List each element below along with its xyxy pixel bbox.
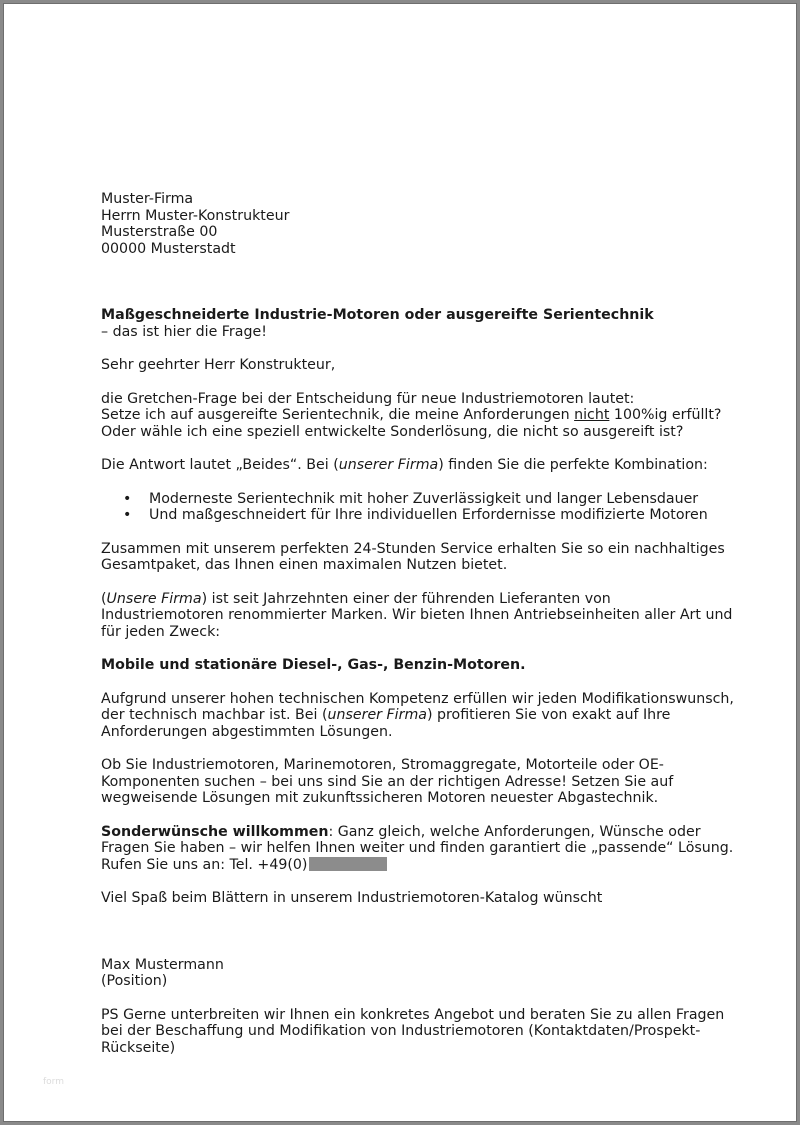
intro-paragraph — [101, 391, 741, 441]
ps-line-3: Rückseite) — [101, 1039, 176, 1056]
competence-firm: unserer Firma — [327, 707, 427, 723]
phone-label: Rufen Sie uns an: Tel. +49(0) — [101, 856, 308, 873]
intro-line-2 — [101, 407, 741, 424]
competence-line-3: Anforderungen abgestimmten Lösungen. — [101, 723, 393, 740]
address-recipient: Herrn Muster-Konstrukteur — [101, 207, 290, 224]
signature-name: Max Mustermann — [101, 956, 224, 973]
about-line-2: Industriemotoren renommierter Marken. Wir bieten Ihnen Antriebseinheiten aller Art und — [101, 607, 733, 623]
letter-page — [3, 3, 797, 1122]
subject-subtitle: – das ist hier die Frage! — [101, 323, 267, 340]
list-item — [101, 491, 741, 508]
competence-line-2 — [101, 707, 741, 724]
about-firm: Unsere Firma — [106, 590, 202, 607]
address-company: Muster-Firma — [101, 191, 194, 207]
signature-block — [101, 957, 741, 990]
special-line-1-end: : Ganz gleich, welche Anforderungen, Wünsche oder — [328, 823, 701, 840]
ps-line-1: PS Gerne unterbreiten wir Ihnen ein konkretes Angebot und beraten Sie zu allen Fragen — [101, 1006, 725, 1023]
special-line-3 — [101, 857, 741, 874]
competence-paragraph — [101, 691, 741, 741]
competence-line-2-start: der technisch machbar ist. Bei ( — [101, 707, 328, 723]
answer-firm: unserer Firma — [338, 457, 439, 473]
subject-block — [101, 307, 741, 340]
about-line-1 — [101, 591, 741, 608]
redacted-phone-number — [309, 857, 387, 871]
salutation: Sehr geehrter Herr Konstrukteur, — [101, 357, 336, 373]
motors-heading: Mobile und stationäre Diesel-, Gas-, Benzin-Motoren. — [101, 657, 526, 673]
components-line-2: Komponenten suchen – bei uns sind Sie an der richtigen Adresse! Setzen Sie auf — [101, 773, 674, 790]
service-paragraph — [101, 541, 741, 574]
answer-end: ) finden Sie die perfekte Kombination: — [438, 457, 708, 473]
subject-title: Maßgeschneiderte Industrie-Motoren oder ausgereifte Serientechnik — [101, 307, 654, 323]
special-line-2: Fragen Sie haben – wir helfen Ihnen weiter und finden garantiert die „passende“ Lösung. — [101, 840, 734, 856]
bullet-icon: • — [123, 507, 132, 523]
letter-body — [101, 191, 741, 1056]
about-line-3: für jeden Zweck: — [101, 623, 221, 640]
components-line-3: wegweisende Lösungen mit zukunftssicheren Motoren neuester Abgastechnik. — [101, 790, 659, 806]
answer-paragraph — [101, 457, 741, 474]
bullet-icon: • — [123, 490, 132, 507]
address-street: Musterstraße 00 — [101, 224, 218, 240]
components-line-1: Ob Sie Industriemotoren, Marinemotoren, Stromaggregate, Motorteile oder OE- — [101, 757, 664, 773]
closing-line: Viel Spaß beim Blättern in unserem Industriemotoren-Katalog wünscht — [101, 890, 603, 906]
watermark: form — [43, 1077, 64, 1087]
answer-start: Die Antwort lautet „Beides“. Bei ( — [101, 457, 339, 473]
competence-line-2-end: ) profitieren Sie von exakt auf Ihre — [426, 707, 671, 723]
benefit-list — [101, 491, 741, 524]
intro-line-2-start: Setze ich auf ausgereifte Serientechnik, die meine Anforderungen — [101, 407, 575, 423]
service-line-1: Zusammen mit unserem perfekten 24-Stunden Service erhalten Sie so ein nachhaltiges — [101, 540, 725, 557]
address-city: 00000 Musterstadt — [101, 240, 236, 257]
intro-underlined-word: nicht — [574, 407, 610, 423]
intro-line-2-end: 100%ig erfüllt? — [609, 407, 722, 423]
list-item-text: Moderneste Serientechnik mit hoher Zuverlässigkeit und langer Lebensdauer — [149, 490, 699, 507]
special-requests-paragraph — [101, 824, 741, 874]
intro-line-3: Oder wähle ich eine speziell entwickelte Sonderlösung, die nicht so ausgereift ist? — [101, 423, 684, 440]
postscript-paragraph — [101, 1007, 741, 1057]
about-open-paren: ( — [101, 590, 107, 607]
components-paragraph — [101, 757, 741, 807]
special-heading: Sonderwünsche willkommen — [101, 823, 329, 840]
about-line-1-end: ) ist seit Jahrzehnten einer der führenden Lieferanten von — [201, 590, 611, 607]
intro-line-1: die Gretchen-Frage bei der Entscheidung für neue Industriemotoren lautet: — [101, 390, 635, 407]
ps-line-2: bei der Beschaffung und Modifikation von Industriemotoren (Kontaktdaten/Prospekt- — [101, 1023, 701, 1039]
competence-line-1: Aufgrund unserer hohen technischen Kompetenz erfüllen wir jeden Modifikationswunsch, — [101, 690, 734, 707]
signature-position: (Position) — [101, 973, 168, 989]
about-paragraph — [101, 591, 741, 641]
special-line-1 — [101, 824, 741, 841]
service-line-2: Gesamtpaket, das Ihnen einen maximalen Nutzen bietet. — [101, 557, 508, 573]
list-item-text: Und maßgeschneidert für Ihre individuellen Erfordernisse modifizierte Motoren — [149, 507, 708, 523]
list-item — [101, 507, 741, 524]
recipient-address — [101, 191, 741, 257]
